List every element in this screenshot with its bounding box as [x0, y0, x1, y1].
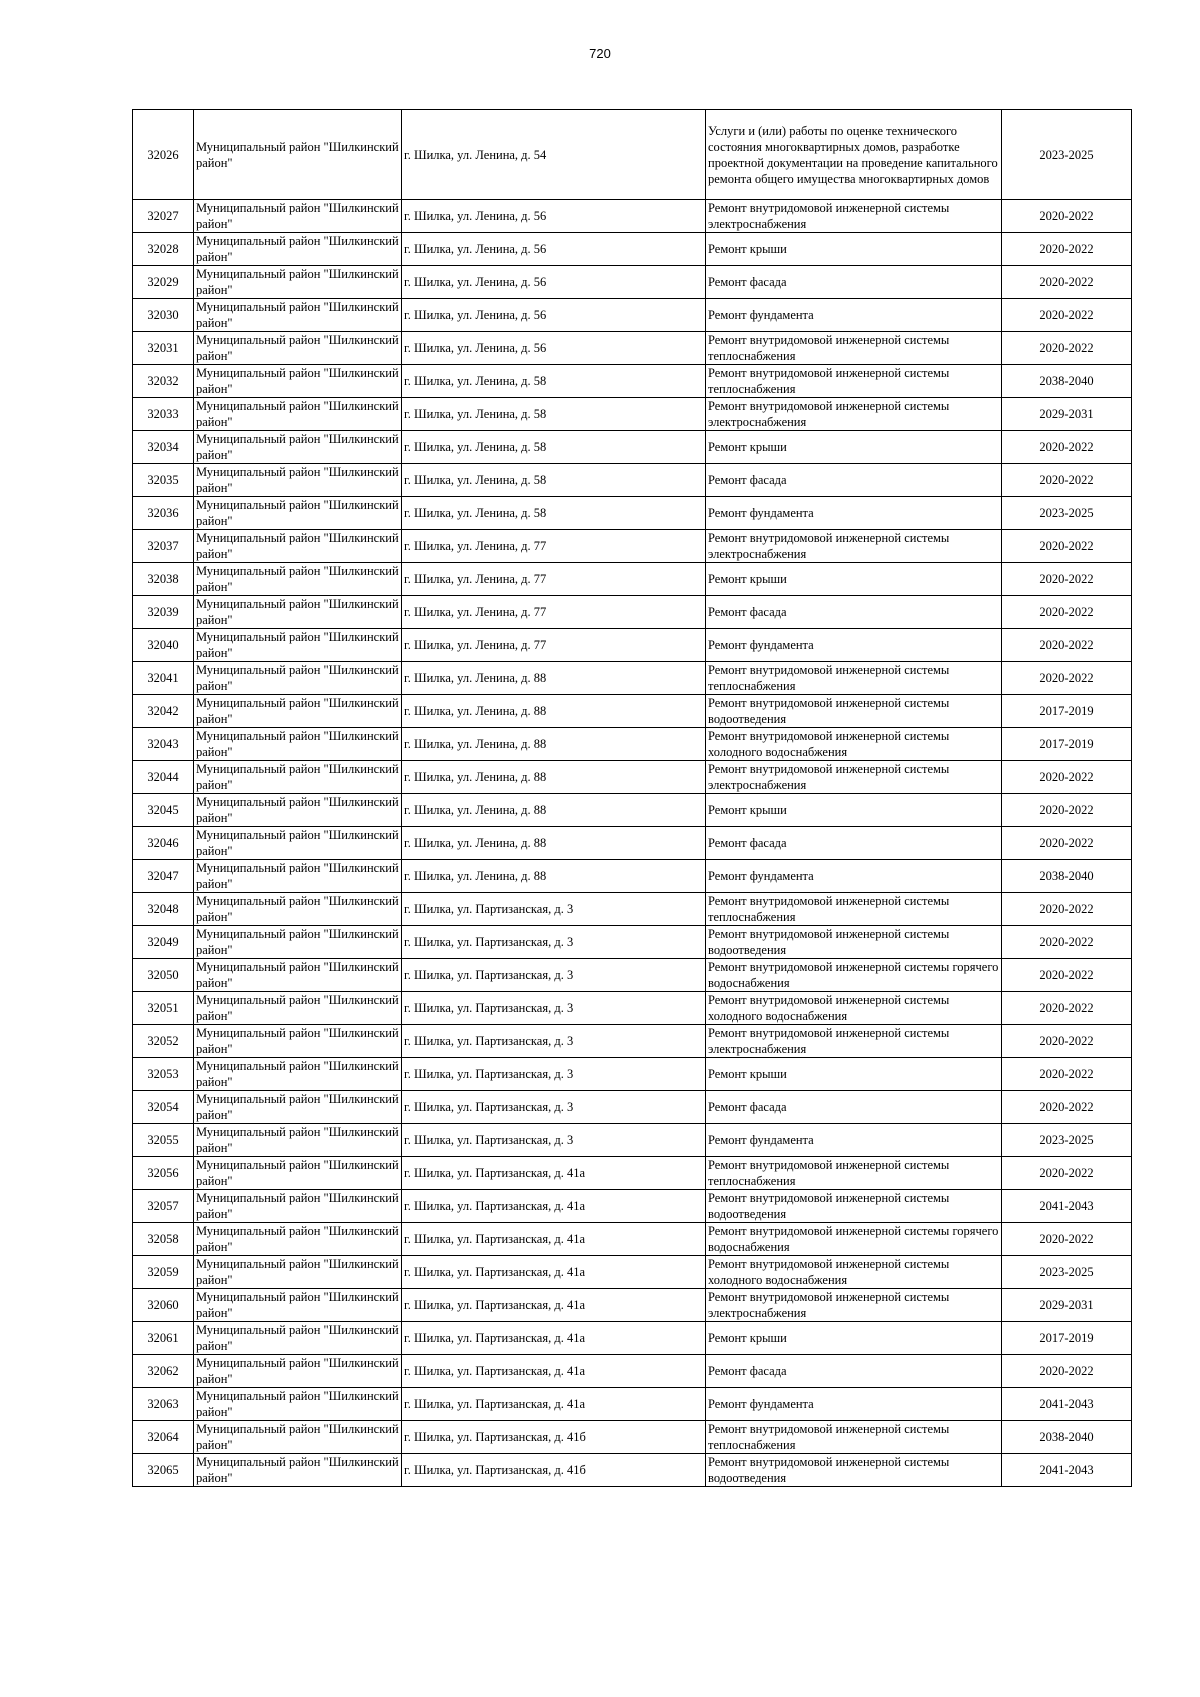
period-cell: 2020-2022: [1002, 827, 1132, 860]
period-cell: 2020-2022: [1002, 893, 1132, 926]
row-number-cell: 32031: [133, 332, 194, 365]
address-cell: г. Шилка, ул. Партизанская, д. 41б: [402, 1454, 706, 1487]
row-number-cell: 32050: [133, 959, 194, 992]
period-cell: 2020-2022: [1002, 1025, 1132, 1058]
period-cell: 2038-2040: [1002, 365, 1132, 398]
municipality-cell: Муниципальный район "Шилкинский район": [194, 497, 402, 530]
table-row: [133, 398, 1132, 431]
municipality-cell: Муниципальный район "Шилкинский район": [194, 893, 402, 926]
municipality-cell: Муниципальный район "Шилкинский район": [194, 992, 402, 1025]
address-cell: г. Шилка, ул. Партизанская, д. 41а: [402, 1157, 706, 1190]
address-cell: г. Шилка, ул. Ленина, д. 88: [402, 695, 706, 728]
row-number-cell: 32047: [133, 860, 194, 893]
work-type-cell: Ремонт внутридомовой инженерной системы водоотведения: [706, 1454, 1002, 1487]
row-number-cell: 32041: [133, 662, 194, 695]
table-row: [133, 662, 1132, 695]
table-row: [133, 860, 1132, 893]
period-cell: 2023-2025: [1002, 1256, 1132, 1289]
period-cell: 2020-2022: [1002, 761, 1132, 794]
period-cell: 2020-2022: [1002, 332, 1132, 365]
municipality-cell: Муниципальный район "Шилкинский район": [194, 926, 402, 959]
work-type-cell: Ремонт внутридомовой инженерной системы электроснабжения: [706, 200, 1002, 233]
period-cell: 2020-2022: [1002, 530, 1132, 563]
work-type-cell: Ремонт внутридомовой инженерной системы электроснабжения: [706, 530, 1002, 563]
municipality-cell: Муниципальный район "Шилкинский район": [194, 1388, 402, 1421]
row-number-cell: 32053: [133, 1058, 194, 1091]
work-type-cell: Ремонт фундамента: [706, 299, 1002, 332]
row-number-cell: 32026: [133, 110, 194, 200]
work-type-cell: Ремонт крыши: [706, 1058, 1002, 1091]
work-type-cell: Ремонт фундамента: [706, 629, 1002, 662]
table-row: [133, 431, 1132, 464]
work-type-cell: Ремонт фасада: [706, 266, 1002, 299]
table-row: [133, 1421, 1132, 1454]
table-row: [133, 1091, 1132, 1124]
municipality-cell: Муниципальный район "Шилкинский район": [194, 1421, 402, 1454]
table-row: [133, 794, 1132, 827]
address-cell: г. Шилка, ул. Партизанская, д. 3: [402, 926, 706, 959]
address-cell: г. Шилка, ул. Ленина, д. 88: [402, 794, 706, 827]
table-row: [133, 1058, 1132, 1091]
address-cell: г. Шилка, ул. Партизанская, д. 3: [402, 1025, 706, 1058]
period-cell: 2017-2019: [1002, 1322, 1132, 1355]
work-type-cell: Ремонт фасада: [706, 827, 1002, 860]
row-number-cell: 32030: [133, 299, 194, 332]
work-type-cell: Ремонт фундамента: [706, 860, 1002, 893]
work-type-cell: Ремонт внутридомовой инженерной системы электроснабжения: [706, 761, 1002, 794]
municipality-cell: Муниципальный район "Шилкинский район": [194, 1322, 402, 1355]
municipality-cell: Муниципальный район "Шилкинский район": [194, 1454, 402, 1487]
row-number-cell: 32064: [133, 1421, 194, 1454]
address-cell: г. Шилка, ул. Ленина, д. 58: [402, 398, 706, 431]
row-number-cell: 32027: [133, 200, 194, 233]
municipality-cell: Муниципальный район "Шилкинский район": [194, 629, 402, 662]
municipality-cell: Муниципальный район "Шилкинский район": [194, 695, 402, 728]
address-cell: г. Шилка, ул. Ленина, д. 88: [402, 827, 706, 860]
period-cell: 2020-2022: [1002, 992, 1132, 1025]
period-cell: 2029-2031: [1002, 1289, 1132, 1322]
work-type-cell: Услуги и (или) работы по оценке технического состояния многоквартирных домов, разработке проектной документации на проведение капитального ремонта общего имущества многоквартирных домов: [706, 110, 1002, 200]
work-type-cell: Ремонт внутридомовой инженерной системы теплоснабжения: [706, 332, 1002, 365]
address-cell: г. Шилка, ул. Ленина, д. 54: [402, 110, 706, 200]
municipality-cell: Муниципальный район "Шилкинский район": [194, 530, 402, 563]
work-type-cell: Ремонт внутридомовой инженерной системы теплоснабжения: [706, 1157, 1002, 1190]
address-cell: г. Шилка, ул. Партизанская, д. 3: [402, 1058, 706, 1091]
municipality-cell: Муниципальный район "Шилкинский район": [194, 827, 402, 860]
municipality-cell: Муниципальный район "Шилкинский район": [194, 1223, 402, 1256]
address-cell: г. Шилка, ул. Ленина, д. 88: [402, 662, 706, 695]
address-cell: г. Шилка, ул. Ленина, д. 77: [402, 629, 706, 662]
address-cell: г. Шилка, ул. Ленина, д. 88: [402, 860, 706, 893]
table-row: [133, 992, 1132, 1025]
row-number-cell: 32065: [133, 1454, 194, 1487]
period-cell: 2017-2019: [1002, 695, 1132, 728]
row-number-cell: 32046: [133, 827, 194, 860]
work-type-cell: Ремонт крыши: [706, 794, 1002, 827]
work-type-cell: Ремонт внутридомовой инженерной системы водоотведения: [706, 1190, 1002, 1223]
row-number-cell: 32048: [133, 893, 194, 926]
work-type-cell: Ремонт внутридомовой инженерной системы холодного водоснабжения: [706, 992, 1002, 1025]
table-row: [133, 1157, 1132, 1190]
period-cell: 2017-2019: [1002, 728, 1132, 761]
period-cell: 2020-2022: [1002, 1223, 1132, 1256]
row-number-cell: 32054: [133, 1091, 194, 1124]
address-cell: г. Шилка, ул. Ленина, д. 58: [402, 497, 706, 530]
municipality-cell: Муниципальный район "Шилкинский район": [194, 431, 402, 464]
table-row: [133, 365, 1132, 398]
row-number-cell: 32044: [133, 761, 194, 794]
period-cell: 2020-2022: [1002, 959, 1132, 992]
municipality-cell: Муниципальный район "Шилкинский район": [194, 860, 402, 893]
work-type-cell: Ремонт фасада: [706, 1091, 1002, 1124]
period-cell: 2041-2043: [1002, 1454, 1132, 1487]
row-number-cell: 32043: [133, 728, 194, 761]
municipality-cell: Муниципальный район "Шилкинский район": [194, 596, 402, 629]
municipality-cell: Муниципальный район "Шилкинский район": [194, 1058, 402, 1091]
table-row: [133, 110, 1132, 200]
address-cell: г. Шилка, ул. Ленина, д. 56: [402, 200, 706, 233]
address-cell: г. Шилка, ул. Партизанская, д. 41а: [402, 1256, 706, 1289]
address-cell: г. Шилка, ул. Ленина, д. 88: [402, 728, 706, 761]
row-number-cell: 32036: [133, 497, 194, 530]
period-cell: 2023-2025: [1002, 1124, 1132, 1157]
municipality-cell: Муниципальный район "Шилкинский район": [194, 1256, 402, 1289]
row-number-cell: 32061: [133, 1322, 194, 1355]
municipality-cell: Муниципальный район "Шилкинский район": [194, 1025, 402, 1058]
table-row: [133, 1223, 1132, 1256]
period-cell: 2020-2022: [1002, 926, 1132, 959]
period-cell: 2020-2022: [1002, 794, 1132, 827]
row-number-cell: 32052: [133, 1025, 194, 1058]
table-row: [133, 1322, 1132, 1355]
table-row: [133, 200, 1132, 233]
work-type-cell: Ремонт внутридомовой инженерной системы горячего водоснабжения: [706, 1223, 1002, 1256]
row-number-cell: 32059: [133, 1256, 194, 1289]
municipality-cell: Муниципальный район "Шилкинский район": [194, 761, 402, 794]
address-cell: г. Шилка, ул. Ленина, д. 77: [402, 596, 706, 629]
row-number-cell: 32063: [133, 1388, 194, 1421]
work-type-cell: Ремонт фундамента: [706, 497, 1002, 530]
work-type-cell: Ремонт внутридомовой инженерной системы теплоснабжения: [706, 893, 1002, 926]
address-cell: г. Шилка, ул. Ленина, д. 58: [402, 464, 706, 497]
table-row: [133, 1124, 1132, 1157]
municipality-cell: Муниципальный район "Шилкинский район": [194, 662, 402, 695]
municipality-cell: Муниципальный район "Шилкинский район": [194, 959, 402, 992]
table-row: [133, 1190, 1132, 1223]
table-row: [133, 497, 1132, 530]
table-row: [133, 893, 1132, 926]
address-cell: г. Шилка, ул. Ленина, д. 58: [402, 365, 706, 398]
table-row: [133, 266, 1132, 299]
address-cell: г. Шилка, ул. Партизанская, д. 41а: [402, 1322, 706, 1355]
address-cell: г. Шилка, ул. Партизанская, д. 3: [402, 992, 706, 1025]
address-cell: г. Шилка, ул. Партизанская, д. 41б: [402, 1421, 706, 1454]
table-row: [133, 926, 1132, 959]
row-number-cell: 32045: [133, 794, 194, 827]
municipality-cell: Муниципальный район "Шилкинский район": [194, 233, 402, 266]
address-cell: г. Шилка, ул. Ленина, д. 77: [402, 530, 706, 563]
municipality-cell: Муниципальный район "Шилкинский район": [194, 1091, 402, 1124]
row-number-cell: 32038: [133, 563, 194, 596]
table-row: [133, 464, 1132, 497]
period-cell: 2029-2031: [1002, 398, 1132, 431]
municipality-cell: Муниципальный район "Шилкинский район": [194, 1190, 402, 1223]
row-number-cell: 32042: [133, 695, 194, 728]
row-number-cell: 32028: [133, 233, 194, 266]
work-type-cell: Ремонт внутридомовой инженерной системы электроснабжения: [706, 1025, 1002, 1058]
table-row: [133, 1355, 1132, 1388]
page-number: 720: [589, 46, 611, 61]
address-cell: г. Шилка, ул. Ленина, д. 56: [402, 299, 706, 332]
row-number-cell: 32034: [133, 431, 194, 464]
work-type-cell: Ремонт внутридомовой инженерной системы теплоснабжения: [706, 662, 1002, 695]
table-row: [133, 629, 1132, 662]
period-cell: 2041-2043: [1002, 1388, 1132, 1421]
work-type-cell: Ремонт фасада: [706, 464, 1002, 497]
address-cell: г. Шилка, ул. Ленина, д. 56: [402, 233, 706, 266]
municipality-cell: Муниципальный район "Шилкинский район": [194, 1289, 402, 1322]
address-cell: г. Шилка, ул. Ленина, д. 77: [402, 563, 706, 596]
address-cell: г. Шилка, ул. Ленина, д. 56: [402, 332, 706, 365]
address-cell: г. Шилка, ул. Партизанская, д. 41а: [402, 1223, 706, 1256]
row-number-cell: 32049: [133, 926, 194, 959]
municipality-cell: Муниципальный район "Шилкинский район": [194, 728, 402, 761]
period-cell: 2020-2022: [1002, 596, 1132, 629]
address-cell: г. Шилка, ул. Партизанская, д. 41а: [402, 1190, 706, 1223]
table-row: [133, 530, 1132, 563]
work-type-cell: Ремонт фундамента: [706, 1388, 1002, 1421]
table-row: [133, 1025, 1132, 1058]
row-number-cell: 32060: [133, 1289, 194, 1322]
work-type-cell: Ремонт фасада: [706, 1355, 1002, 1388]
municipality-cell: Муниципальный район "Шилкинский район": [194, 1355, 402, 1388]
work-type-cell: Ремонт внутридомовой инженерной системы теплоснабжения: [706, 1421, 1002, 1454]
work-type-cell: Ремонт внутридомовой инженерной системы горячего водоснабжения: [706, 959, 1002, 992]
row-number-cell: 32039: [133, 596, 194, 629]
table-row: [133, 1256, 1132, 1289]
municipality-cell: Муниципальный район "Шилкинский район": [194, 398, 402, 431]
work-type-cell: Ремонт внутридомовой инженерной системы водоотведения: [706, 926, 1002, 959]
address-cell: г. Шилка, ул. Партизанская, д. 3: [402, 1091, 706, 1124]
address-cell: г. Шилка, ул. Ленина, д. 58: [402, 431, 706, 464]
period-cell: 2020-2022: [1002, 233, 1132, 266]
work-type-cell: Ремонт крыши: [706, 431, 1002, 464]
work-type-cell: Ремонт внутридомовой инженерной системы холодного водоснабжения: [706, 1256, 1002, 1289]
row-number-cell: 32040: [133, 629, 194, 662]
table-row: [133, 563, 1132, 596]
period-cell: 2023-2025: [1002, 497, 1132, 530]
municipality-cell: Муниципальный район "Шилкинский район": [194, 464, 402, 497]
work-type-cell: Ремонт фасада: [706, 596, 1002, 629]
work-type-cell: Ремонт внутридомовой инженерной системы электроснабжения: [706, 398, 1002, 431]
work-type-cell: Ремонт крыши: [706, 233, 1002, 266]
table-body: [133, 110, 1132, 1487]
row-number-cell: 32032: [133, 365, 194, 398]
table-row: [133, 299, 1132, 332]
municipality-cell: Муниципальный район "Шилкинский район": [194, 200, 402, 233]
row-number-cell: 32051: [133, 992, 194, 1025]
table-row: [133, 1289, 1132, 1322]
address-cell: г. Шилка, ул. Партизанская, д. 3: [402, 1124, 706, 1157]
municipality-cell: Муниципальный район "Шилкинский район": [194, 1124, 402, 1157]
municipality-cell: Муниципальный район "Шилкинский район": [194, 1157, 402, 1190]
work-type-cell: Ремонт внутридомовой инженерной системы теплоснабжения: [706, 365, 1002, 398]
municipality-cell: Муниципальный район "Шилкинский район": [194, 266, 402, 299]
period-cell: 2020-2022: [1002, 1091, 1132, 1124]
period-cell: 2020-2022: [1002, 266, 1132, 299]
period-cell: 2020-2022: [1002, 563, 1132, 596]
row-number-cell: 32035: [133, 464, 194, 497]
row-number-cell: 32058: [133, 1223, 194, 1256]
work-type-cell: Ремонт внутридомовой инженерной системы холодного водоснабжения: [706, 728, 1002, 761]
period-cell: 2020-2022: [1002, 1355, 1132, 1388]
table-row: [133, 332, 1132, 365]
period-cell: 2020-2022: [1002, 629, 1132, 662]
table-row: [133, 596, 1132, 629]
address-cell: г. Шилка, ул. Партизанская, д. 41а: [402, 1289, 706, 1322]
table-row: [133, 959, 1132, 992]
table-row: [133, 728, 1132, 761]
work-type-cell: Ремонт крыши: [706, 563, 1002, 596]
address-cell: г. Шилка, ул. Ленина, д. 56: [402, 266, 706, 299]
table-row: [133, 1388, 1132, 1421]
work-type-cell: Ремонт фундамента: [706, 1124, 1002, 1157]
municipality-cell: Муниципальный район "Шилкинский район": [194, 299, 402, 332]
municipality-cell: Муниципальный район "Шилкинский район": [194, 794, 402, 827]
table-row: [133, 695, 1132, 728]
municipality-cell: Муниципальный район "Шилкинский район": [194, 332, 402, 365]
row-number-cell: 32037: [133, 530, 194, 563]
work-type-cell: Ремонт крыши: [706, 1322, 1002, 1355]
work-type-cell: Ремонт внутридомовой инженерной системы водоотведения: [706, 695, 1002, 728]
period-cell: 2020-2022: [1002, 299, 1132, 332]
row-number-cell: 32056: [133, 1157, 194, 1190]
municipality-cell: Муниципальный район "Шилкинский район": [194, 110, 402, 200]
row-number-cell: 32055: [133, 1124, 194, 1157]
address-cell: г. Шилка, ул. Партизанская, д. 41а: [402, 1355, 706, 1388]
period-cell: 2020-2022: [1002, 431, 1132, 464]
period-cell: 2020-2022: [1002, 1058, 1132, 1091]
period-cell: 2020-2022: [1002, 464, 1132, 497]
address-cell: г. Шилка, ул. Ленина, д. 88: [402, 761, 706, 794]
municipality-cell: Муниципальный район "Шилкинский район": [194, 365, 402, 398]
period-cell: 2023-2025: [1002, 110, 1132, 200]
municipality-cell: Муниципальный район "Шилкинский район": [194, 563, 402, 596]
work-type-cell: Ремонт внутридомовой инженерной системы электроснабжения: [706, 1289, 1002, 1322]
table-row: [133, 233, 1132, 266]
table-row: [133, 827, 1132, 860]
period-cell: 2020-2022: [1002, 200, 1132, 233]
table-row: [133, 761, 1132, 794]
row-number-cell: 32057: [133, 1190, 194, 1223]
period-cell: 2020-2022: [1002, 662, 1132, 695]
period-cell: 2020-2022: [1002, 1157, 1132, 1190]
row-number-cell: 32033: [133, 398, 194, 431]
table-row: [133, 1454, 1132, 1487]
period-cell: 2038-2040: [1002, 1421, 1132, 1454]
repair-schedule-table: [132, 109, 1132, 1487]
row-number-cell: 32062: [133, 1355, 194, 1388]
address-cell: г. Шилка, ул. Партизанская, д. 3: [402, 959, 706, 992]
address-cell: г. Шилка, ул. Партизанская, д. 41а: [402, 1388, 706, 1421]
period-cell: 2038-2040: [1002, 860, 1132, 893]
row-number-cell: 32029: [133, 266, 194, 299]
period-cell: 2041-2043: [1002, 1190, 1132, 1223]
address-cell: г. Шилка, ул. Партизанская, д. 3: [402, 893, 706, 926]
